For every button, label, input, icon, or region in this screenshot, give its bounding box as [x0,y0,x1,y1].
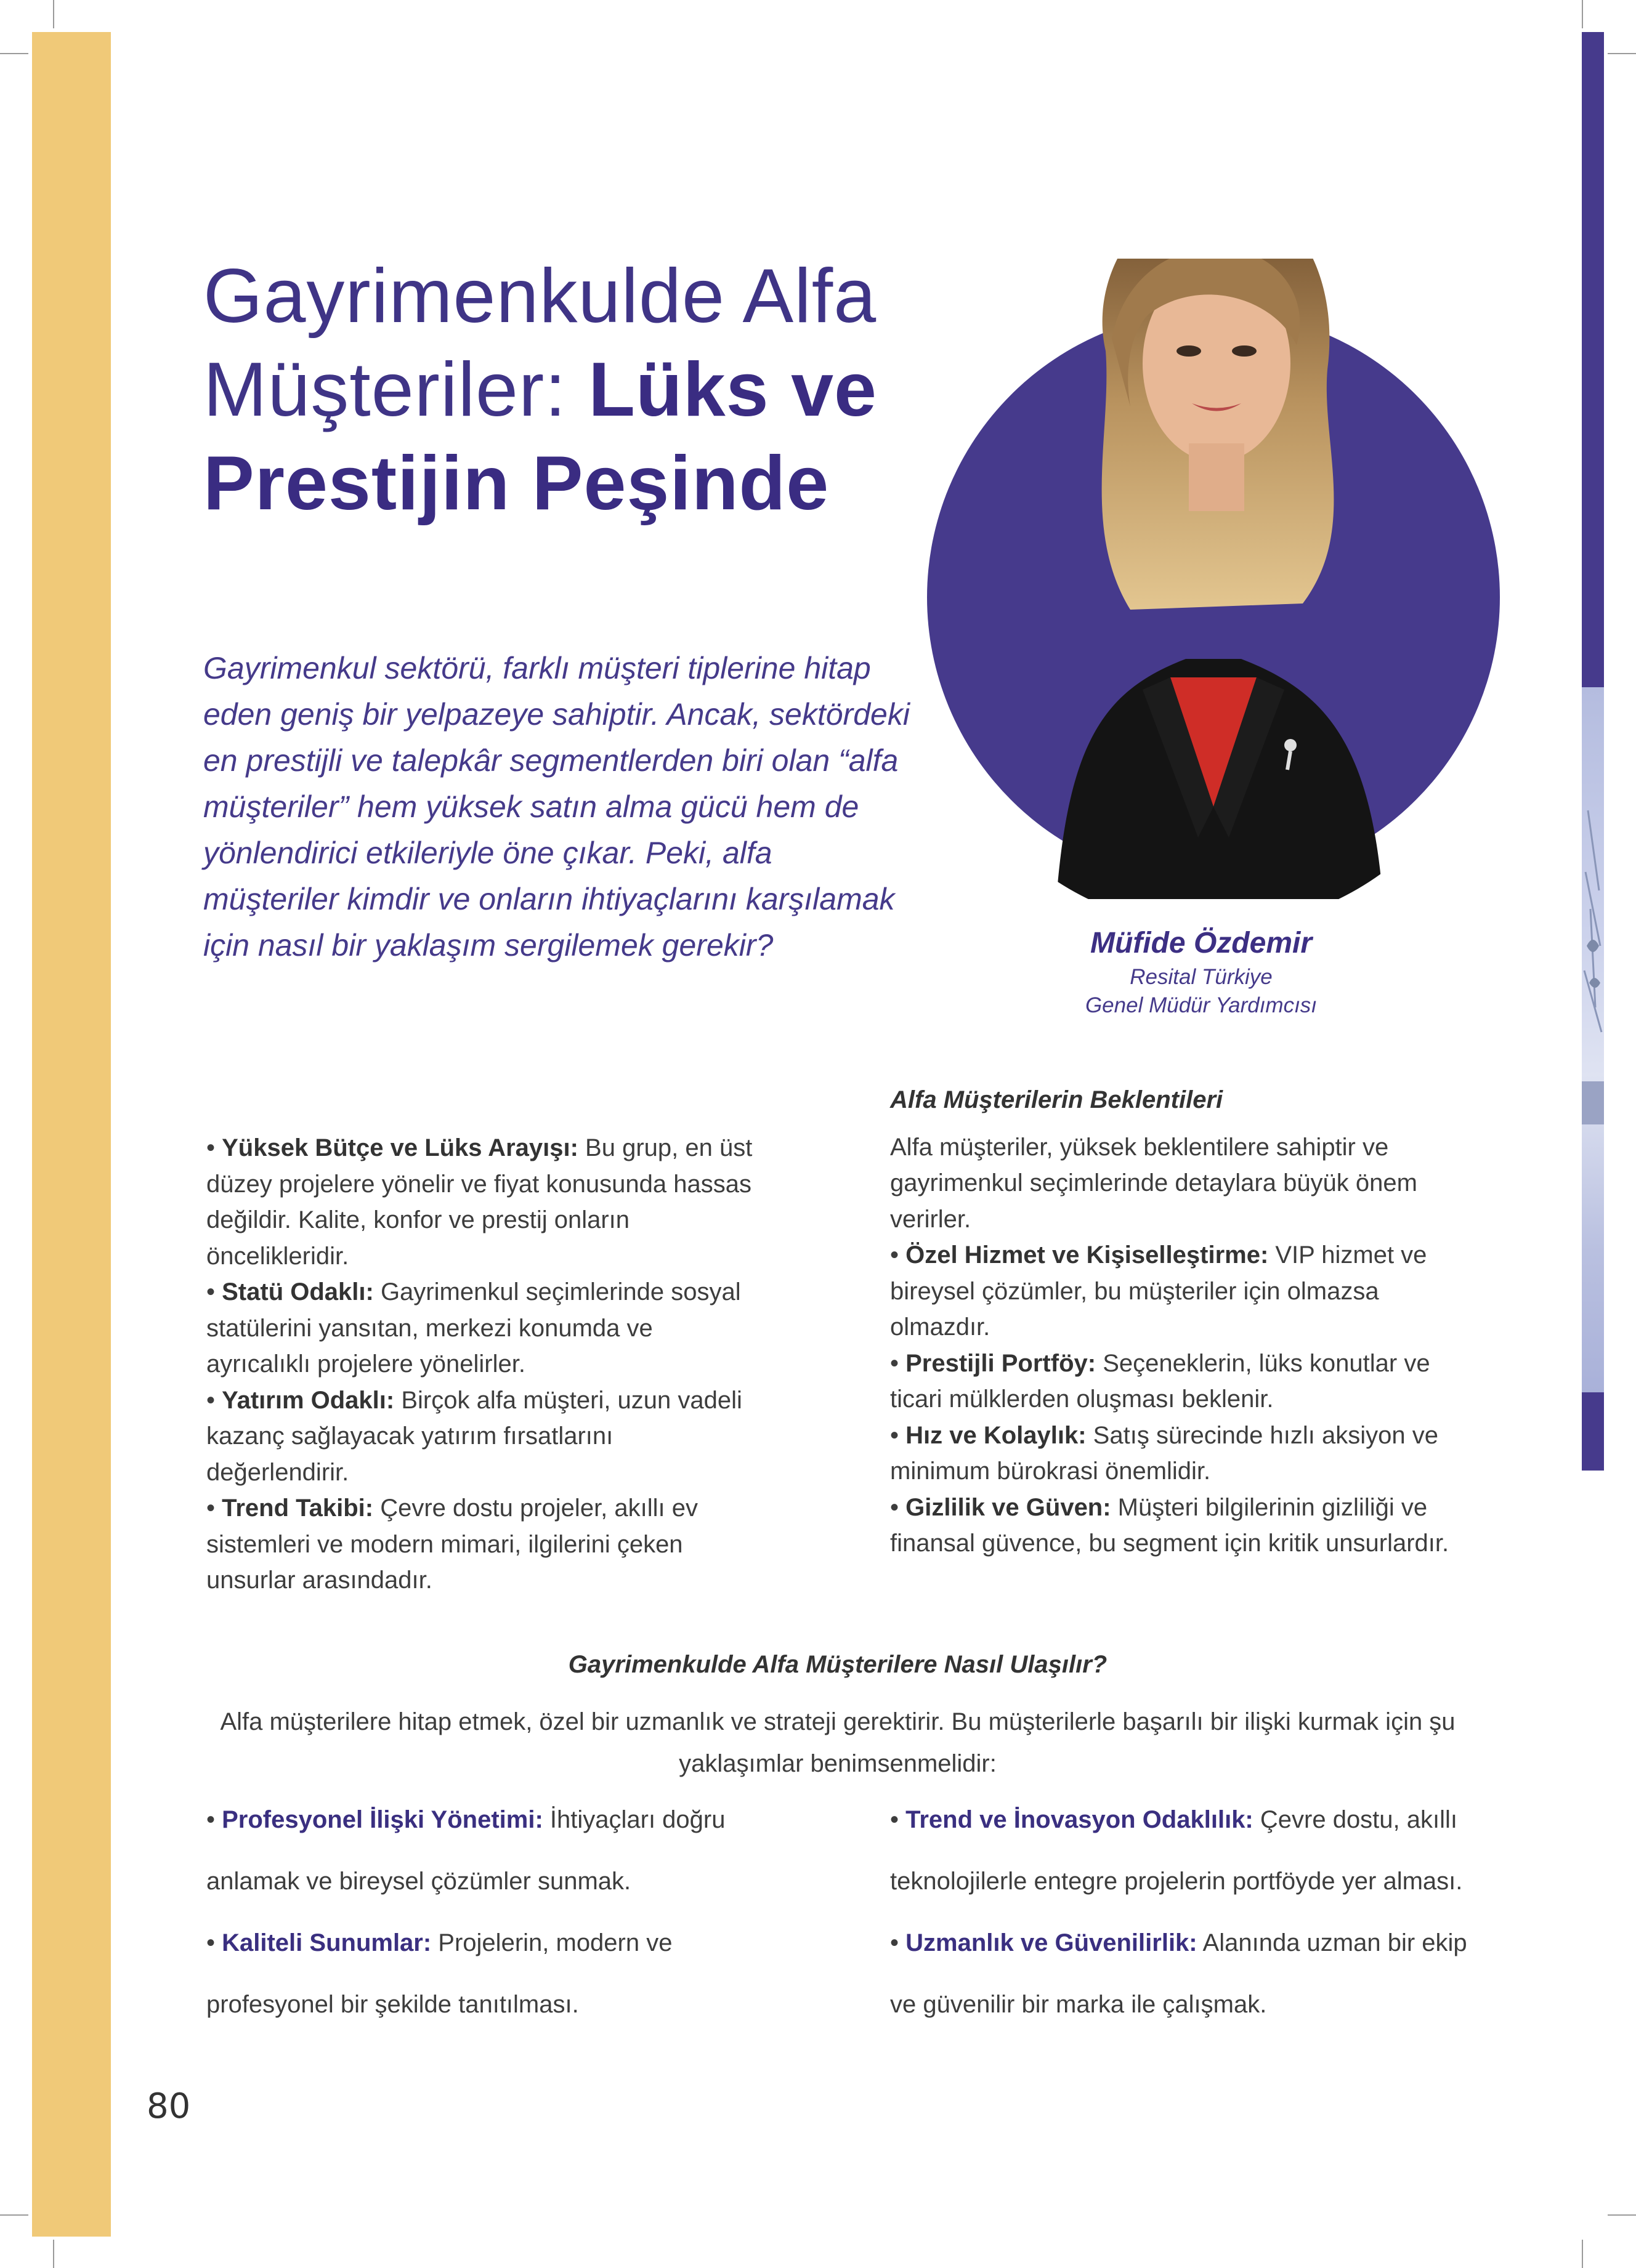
crop-mark [1608,53,1636,54]
list-item: • Trend Takibi: Çevre dostu projeler, akıllı ev sistemleri ve modern mimari, ilgilerini çeken unsurlar arasındadır. [206,1495,699,1594]
crop-mark [1582,0,1583,28]
list-item: • Özel Hizmet ve Kişiselleştirme: VIP hizmet ve bireysel çözümler, bu müşteriler için olmazsa olmazdır. [890,1241,1427,1341]
crop-mark [53,0,54,28]
section2-left-column [206,1789,761,2035]
list-item: • Yüksek Bütçe ve Lüks Arayışı: Bu grup, en üst düzey projelere yönelir ve fiyat konusunda hassas değildir. Kalite, konfor ve prestij onların öncelikleridir. [206,1134,753,1270]
lead-paragraph: Gayrimenkul sektörü, farklı müşteri tiplerine hitap eden geniş bir yelpazeye sahiptir. Ancak, sektördeki en prestijli ve talepkâr segmentlerden biri olan “alfa müşteriler” hem yüksek satın alma gücü hem de yönlendirici etkileriyle öne çıkar. Peki, alfa müşteriler kimdir ve onların ihtiyaçlarını karşılamak için nasıl bir yaklaşım sergilemek gerekir? [203,651,910,962]
caption-company: Resital Türkiye [1130,965,1273,989]
section-heading: Alfa Müşterilerin Beklentileri [890,1086,1223,1113]
list-item: • Statü Odaklı: Gayrimenkul seçimlerinde sosyal statülerini yansıtan, merkezi konumda ve ayrıcalıklı projelere yönelirler. [206,1278,741,1378]
crop-mark [53,2240,54,2268]
list-item: • Kaliteli Sunumlar: Projelerin, modern ve profesyonel bir şekilde tanıtılması. [206,1929,673,2018]
section2-right-column [890,1789,1469,2035]
title-line-3-bold: Prestijin Peşinde [203,441,830,526]
title-line-2-bold: Lüks ve [588,347,878,432]
photo-caption [1035,924,1367,1020]
list-item: • Gizlilik ve Güven: Müşteri bilgilerinin gizliliği ve finansal güvence, bu segment için kritik unsurlardır. [890,1493,1449,1557]
left-column [206,1130,761,1599]
page-number: 80 [147,2086,191,2126]
list-item: • Hız ve Kolaylık: Satış sürecinde hızlı aksiyon ve minimum bürokrasi önemlidir. [890,1421,1438,1485]
list-item: • Yatırım Odaklı: Birçok alfa müşteri, uzun vadeli kazanç sağlayacak yatırım fırsatlarını değerlendirir. [206,1386,742,1486]
list-item: • Profesyonel İlişki Yönetimi: İhtiyaçları doğru anlamak ve bireysel çözümler sunmak. [206,1806,726,1895]
article-title [203,249,942,530]
right-decorative-image-strip [1582,687,1604,1392]
right-purple-bar-bottom [1582,1392,1604,1471]
list-item: • Trend ve İnovasyon Odaklılık: Çevre dostu, akıllı teknolojilerle entegre projelerin portföyde yer alması. [890,1806,1463,1895]
crop-mark [1608,2214,1636,2216]
section2-heading: Gayrimenkulde Alfa Müşterilere Nasıl Ulaşılır? [568,1651,1108,1678]
list-item: • Uzmanlık ve Güvenilirlik: Alanında uzman bir ekip ve güvenilir bir marka ile çalışmak. [890,1929,1467,2018]
crop-mark [0,53,28,54]
left-yellow-sidebar [32,32,111,2237]
title-line-1: Gayrimenkulde Alfa [203,254,877,339]
right-purple-bar [1582,32,1604,687]
title-line-2: Müşteriler: [203,347,589,432]
portrait-photo [927,185,1500,899]
crop-mark [0,2214,28,2216]
right-column [890,1082,1469,1562]
list-item: • Prestijli Portföy: Seçeneklerin, lüks konutlar ve ticari mülklerden oluşması beklenir. [890,1349,1430,1413]
caption-name: Müfide Özdemir [1090,927,1313,959]
crop-mark [1582,2240,1583,2268]
section2-intro: Alfa müşterilere hitap etmek, özel bir uzmanlık ve strateji gerektirir. Bu müşterilerle başarılı bir ilişki kurmak için şu yaklaşımlar benimsenmelidir: [220,1708,1456,1777]
section-intro: Alfa müşteriler, yüksek beklentilere sahiptir ve gayrimenkul seçimlerinde detaylara büyük önem verirler. [890,1133,1417,1233]
caption-role: Genel Müdür Yardımcısı [1085,993,1318,1017]
